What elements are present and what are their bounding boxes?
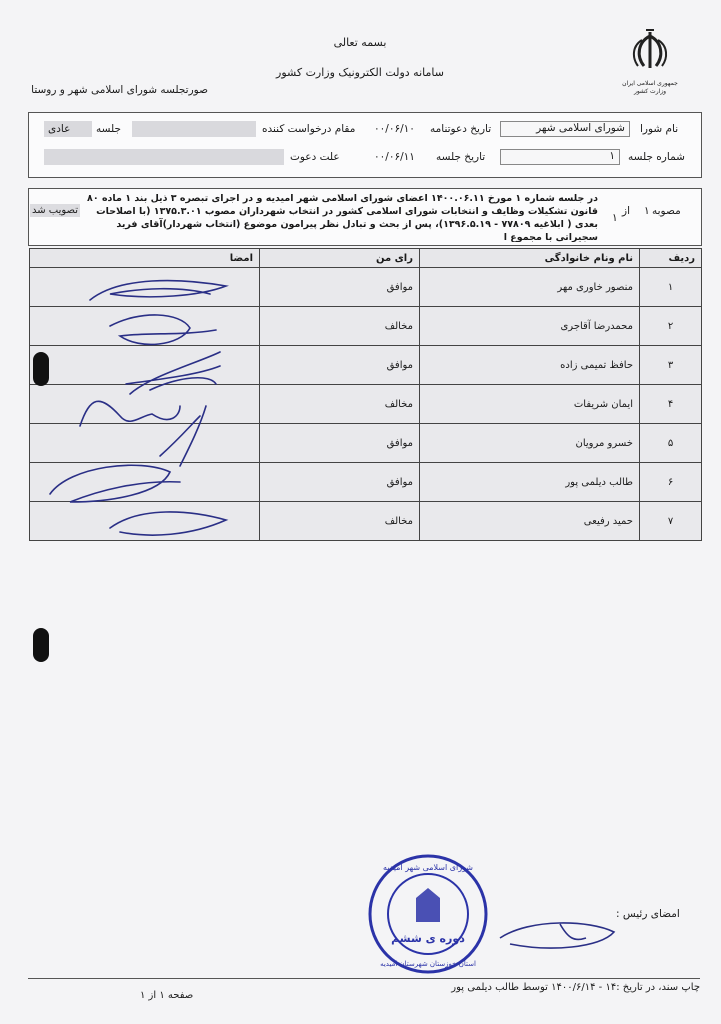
session-number-label: شماره جلسه (628, 151, 685, 163)
stamp-bottom-text: استان خوزستان شهرستان امیدیه (380, 960, 476, 968)
council-name-value: شورای اسلامی شهر (500, 121, 630, 137)
member-row (30, 424, 702, 463)
basmala: بسمه تعالی (333, 36, 387, 49)
member-row (30, 307, 702, 346)
member-signature-cell (30, 268, 260, 307)
resolution-text: در جلسه شماره ۱ مورخ ۱۴۰۰.۰۶.۱۱ اعضای شورای اسلامی شهر امیدیه و در اجرای تبصره ۳ ذیل بند ۱ ماده ۸۰ قانون تشکیلات وظایف و انتخابات شورای اسلامی کشور در انتخاب شهرداران مصوب ۱۳۷۵.۳.۰۱ (با اصلاحات بعدی ( ابلاغیه ۷۷۸۰۹ - ۱۳۹۶.۵.۱۹)، پس از بحث و تبادل نظر پیرامون موضوع (انتخاب شهردار)آقای فرید سجیراتی با مجموع ا (87, 193, 598, 242)
member-signature-cell (30, 385, 260, 424)
iran-emblem-icon (620, 28, 680, 94)
redacted-invite-reason (44, 149, 284, 165)
session-label: جلسه (96, 123, 121, 135)
stamp-outer-text: شورای اسلامی شهر امیدیه (383, 863, 473, 872)
invite-date-label: تاریخ دعوتنامه (430, 123, 492, 135)
punch-hole (33, 352, 49, 386)
member-vote: موافق (260, 463, 420, 502)
member-signature-cell (30, 502, 260, 541)
invite-date-value: ۰۰/۰۶/۱۰ (374, 123, 415, 135)
member-name: منصور خاوری مهر (420, 268, 640, 307)
member-name: محمدرضا آقاجری (420, 307, 640, 346)
header-row-number: ردیف (640, 249, 702, 268)
council-name-label: نام شورا (640, 123, 679, 135)
council-stamp (366, 852, 490, 976)
session-value: عادی (48, 123, 71, 135)
member-row (30, 385, 702, 424)
minutes-title: صورتجلسه شورای اسلامی شهر و روستا (31, 84, 208, 96)
resolution-total: ۱ (612, 212, 618, 224)
redacted-requester (132, 121, 256, 137)
stamp-term: دوره ی ششم (391, 932, 465, 945)
member-number: ۶ (640, 463, 702, 502)
requester-label: مقام درخواست کننده (262, 123, 356, 135)
emblem-caption: جمهوری اسلامی ایران وزارت کشور (622, 80, 678, 95)
member-number: ۲ (640, 307, 702, 346)
member-number: ۱ (640, 268, 702, 307)
member-vote: مخالف (260, 385, 420, 424)
member-row (30, 268, 702, 307)
invite-reason-label: علت دعوت (290, 151, 340, 163)
resolution-number: ۱ (644, 205, 650, 217)
session-date-label: تاریخ جلسه (436, 151, 486, 163)
member-row (30, 346, 702, 385)
member-name: ایمان شریفات (420, 385, 640, 424)
president-signature (490, 912, 620, 956)
member-vote: موافق (260, 346, 420, 385)
member-name: طالب دیلمی پور (420, 463, 640, 502)
member-name: خسرو مرویان (420, 424, 640, 463)
punch-hole (33, 628, 49, 662)
resolution-label: مصوبه (652, 205, 681, 217)
member-vote: موافق (260, 424, 420, 463)
header-vote: رای من (260, 249, 420, 268)
member-signature-cell (30, 307, 260, 346)
print-info: چاپ سند، در تاریخ :۱۴ - ۱۴۰۰/۶/۱۴ توسط طالب دیلمی پور (451, 982, 700, 993)
member-name: حمید رفیعی (420, 502, 640, 541)
member-vote: موافق (260, 268, 420, 307)
session-date-value: ۰۰/۰۶/۱۱ (374, 151, 415, 163)
member-signature-cell (30, 424, 260, 463)
resolution-status: تصویب شد (31, 205, 79, 216)
footer-divider (28, 978, 700, 979)
president-signature-label: امضای رئیس : (616, 908, 680, 920)
member-vote: مخالف (260, 307, 420, 346)
resolution-of-label: از (622, 205, 630, 217)
member-number: ۷ (640, 502, 702, 541)
session-number-value: ۱ (500, 149, 620, 165)
member-number: ۴ (640, 385, 702, 424)
member-signature-cell (30, 463, 260, 502)
header-full-name: نام ونام خانوادگی (420, 249, 640, 268)
header-signature: امضا (30, 249, 260, 268)
page-number: صفحه ۱ از ۱ (140, 990, 194, 1001)
member-row (30, 463, 702, 502)
members-table (29, 248, 702, 541)
member-signature-cell (30, 346, 260, 385)
member-row (30, 502, 702, 541)
member-name: حافظ تمیمی زاده (420, 346, 640, 385)
member-number: ۳ (640, 346, 702, 385)
members-header-row (30, 249, 702, 268)
member-vote: مخالف (260, 502, 420, 541)
system-title: سامانه دولت الکترونیک وزارت کشور (276, 66, 444, 79)
member-number: ۵ (640, 424, 702, 463)
